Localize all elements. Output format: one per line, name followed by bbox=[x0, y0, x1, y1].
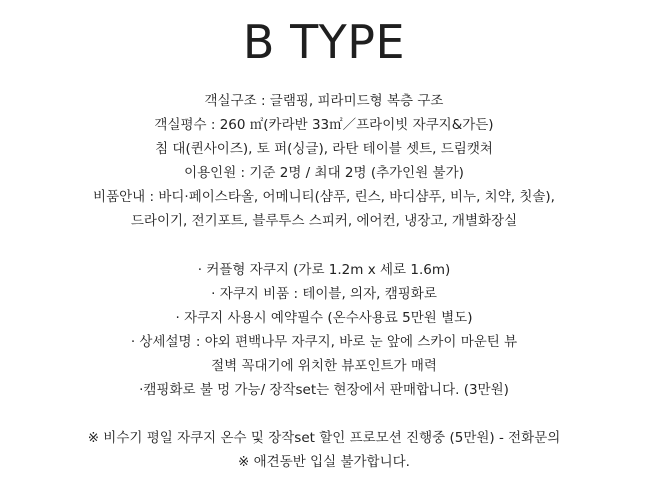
promotion-notice: ※ 비수기 평일 자쿠지 온수 및 장작set 할인 프로모션 진행중 (5만원) - 전화문의 bbox=[87, 430, 561, 446]
amenities-line-continued: 드라이기, 전기포트, 블루투스 스피커, 에어컨, 냉장고, 개별화장실 bbox=[130, 213, 518, 229]
jacuzzi-description-line-continued: 절벽 꼭대기에 위치한 뷰포인트가 매력 bbox=[211, 358, 437, 374]
amenities-line: 비품안내 : 바디·페이스타올, 어메니티(샴푸, 린스, 바디샴푸, 비누, 치약, 칫솔), bbox=[93, 189, 555, 205]
jacuzzi-equipment-line: · 자쿠지 비품 : 테이블, 의자, 캠핑화로 bbox=[211, 286, 437, 302]
jacuzzi-section bbox=[0, 258, 648, 402]
room-size-line: 객실평수 : 260 ㎡(카라반 33㎡／프라이빗 자쿠지&가든) bbox=[154, 117, 494, 133]
room-structure-line: 객실구조 : 글램핑, 피라미드형 복층 구조 bbox=[204, 93, 444, 109]
room-details-section bbox=[0, 89, 648, 233]
campfire-line: ·캠핑화로 불 멍 가능/ 장작set는 현장에서 판매합니다. (3만원) bbox=[139, 382, 509, 398]
bedding-line: 침 대(퀸사이즈), 토 퍼(싱글), 라탄 테이블 셋트, 드림캣쳐 bbox=[155, 141, 493, 157]
jacuzzi-description-line: · 상세설명 : 야외 편백나무 자쿠지, 바로 눈 앞에 스카이 마운틴 뷰 bbox=[130, 334, 518, 350]
notice-section bbox=[0, 426, 648, 474]
jacuzzi-size-line: · 커플형 자쿠지 (가로 1.2m x 세로 1.6m) bbox=[197, 262, 451, 278]
pet-notice: ※ 애견동반 입실 불가합니다. bbox=[238, 454, 410, 470]
room-type-title: B TYPE bbox=[242, 15, 406, 69]
jacuzzi-reservation-line: · 자쿠지 사용시 예약필수 (온수사용료 5만원 별도) bbox=[175, 310, 473, 326]
occupancy-line: 이용인원 : 기준 2명 / 최대 2명 (추가인원 불가) bbox=[184, 165, 464, 181]
